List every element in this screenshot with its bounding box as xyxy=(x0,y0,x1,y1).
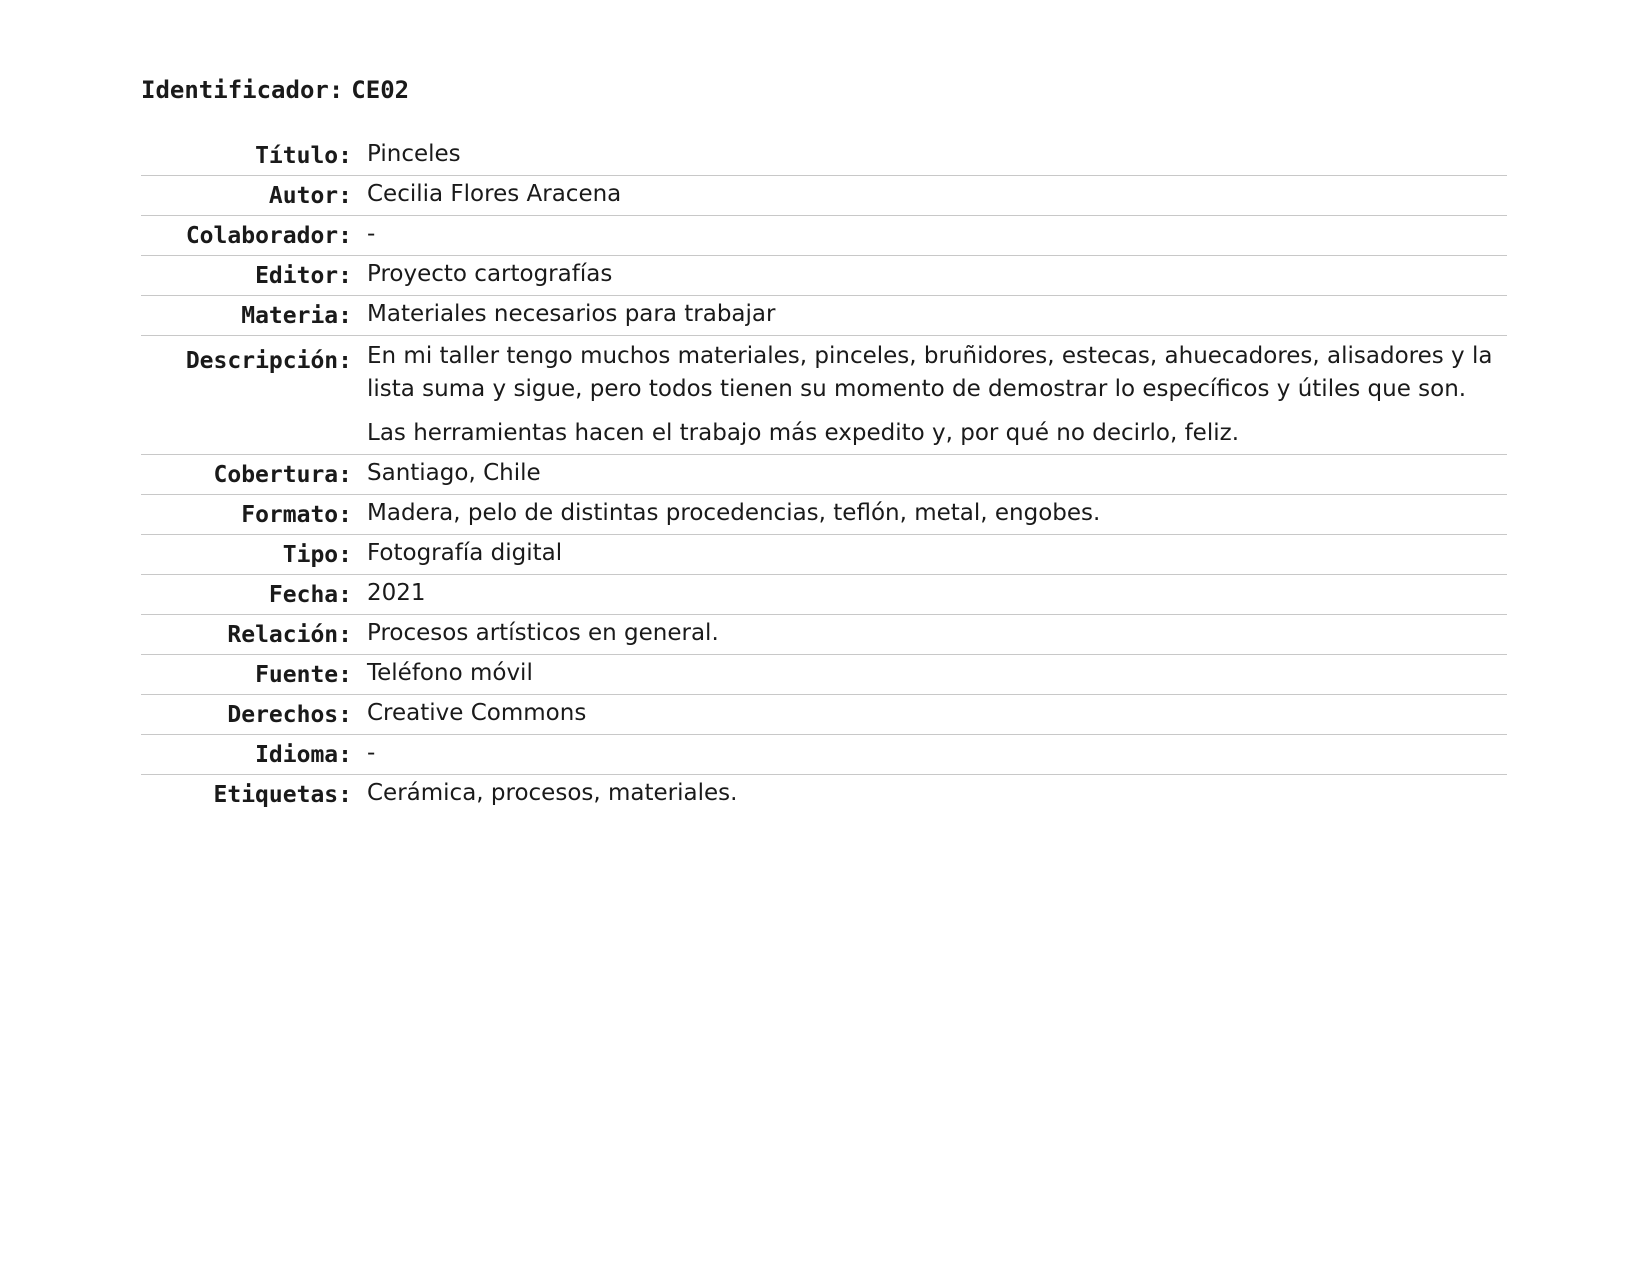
metadata-record xyxy=(141,70,1507,814)
field-row-idioma xyxy=(141,735,1507,775)
field-label: Título: xyxy=(255,143,352,169)
field-label: Editor: xyxy=(255,263,352,289)
field-row-titulo xyxy=(141,136,1507,176)
identifier-label: Identificador: xyxy=(141,76,344,104)
field-label: Colaborador: xyxy=(185,223,352,249)
field-row-descripcion xyxy=(141,336,1507,455)
field-row-tipo xyxy=(141,535,1507,575)
identifier-value: CE02 xyxy=(351,76,410,104)
field-value: Madera, pelo de distintas procedencias, teflón, metal, engobes. xyxy=(367,500,1101,526)
field-row-fuente xyxy=(141,655,1507,695)
field-value: Procesos artísticos en general. xyxy=(367,620,719,646)
field-label: Descripción: xyxy=(185,348,352,374)
identifier-line xyxy=(141,70,1507,110)
field-label: Fecha: xyxy=(268,582,352,608)
field-value: Pinceles xyxy=(367,141,461,167)
field-row-materia xyxy=(141,296,1507,336)
description-paragraph-1: En mi taller tengo muchos materiales, pinceles, bruñidores, estecas, ahuecadores, alisadores y la lista suma y sigue, pero todos tienen su momento de demostrar lo específicos y útiles que son. xyxy=(367,343,1493,402)
field-value: 2021 xyxy=(367,580,426,606)
field-value: Santiago, Chile xyxy=(367,460,541,486)
field-row-cobertura xyxy=(141,455,1507,495)
field-row-fecha xyxy=(141,575,1507,615)
field-value: - xyxy=(367,221,376,247)
field-label: Autor: xyxy=(268,183,352,209)
description-paragraph-2: Las herramientas hacen el trabajo más expedito y, por qué no decirlo, feliz. xyxy=(367,420,1240,446)
field-value: Cecilia Flores Aracena xyxy=(367,181,622,207)
field-row-relacion xyxy=(141,615,1507,655)
field-label: Fuente: xyxy=(255,662,352,688)
field-value: Cerámica, procesos, materiales. xyxy=(367,780,738,806)
field-label: Idioma: xyxy=(255,742,352,768)
field-value: Creative Commons xyxy=(367,700,587,726)
field-label: Relación: xyxy=(227,622,352,648)
field-row-autor xyxy=(141,176,1507,216)
field-value: Materiales necesarios para trabajar xyxy=(367,301,776,327)
field-label: Derechos: xyxy=(227,702,352,728)
field-row-editor xyxy=(141,256,1507,296)
field-label: Etiquetas: xyxy=(213,782,352,808)
field-label: Formato: xyxy=(241,502,352,528)
field-row-derechos xyxy=(141,695,1507,735)
field-row-colaborador xyxy=(141,216,1507,256)
field-label: Cobertura: xyxy=(213,462,352,488)
field-value: Fotografía digital xyxy=(367,540,563,566)
metadata-fields xyxy=(141,136,1507,814)
field-value: Teléfono móvil xyxy=(367,660,533,686)
field-row-etiquetas xyxy=(141,775,1507,814)
field-label: Materia: xyxy=(241,303,352,329)
field-value: - xyxy=(367,740,376,766)
field-label: Tipo: xyxy=(282,542,352,568)
field-row-formato xyxy=(141,495,1507,535)
field-value: Proyecto cartografías xyxy=(367,261,613,287)
description-value xyxy=(352,336,1507,454)
